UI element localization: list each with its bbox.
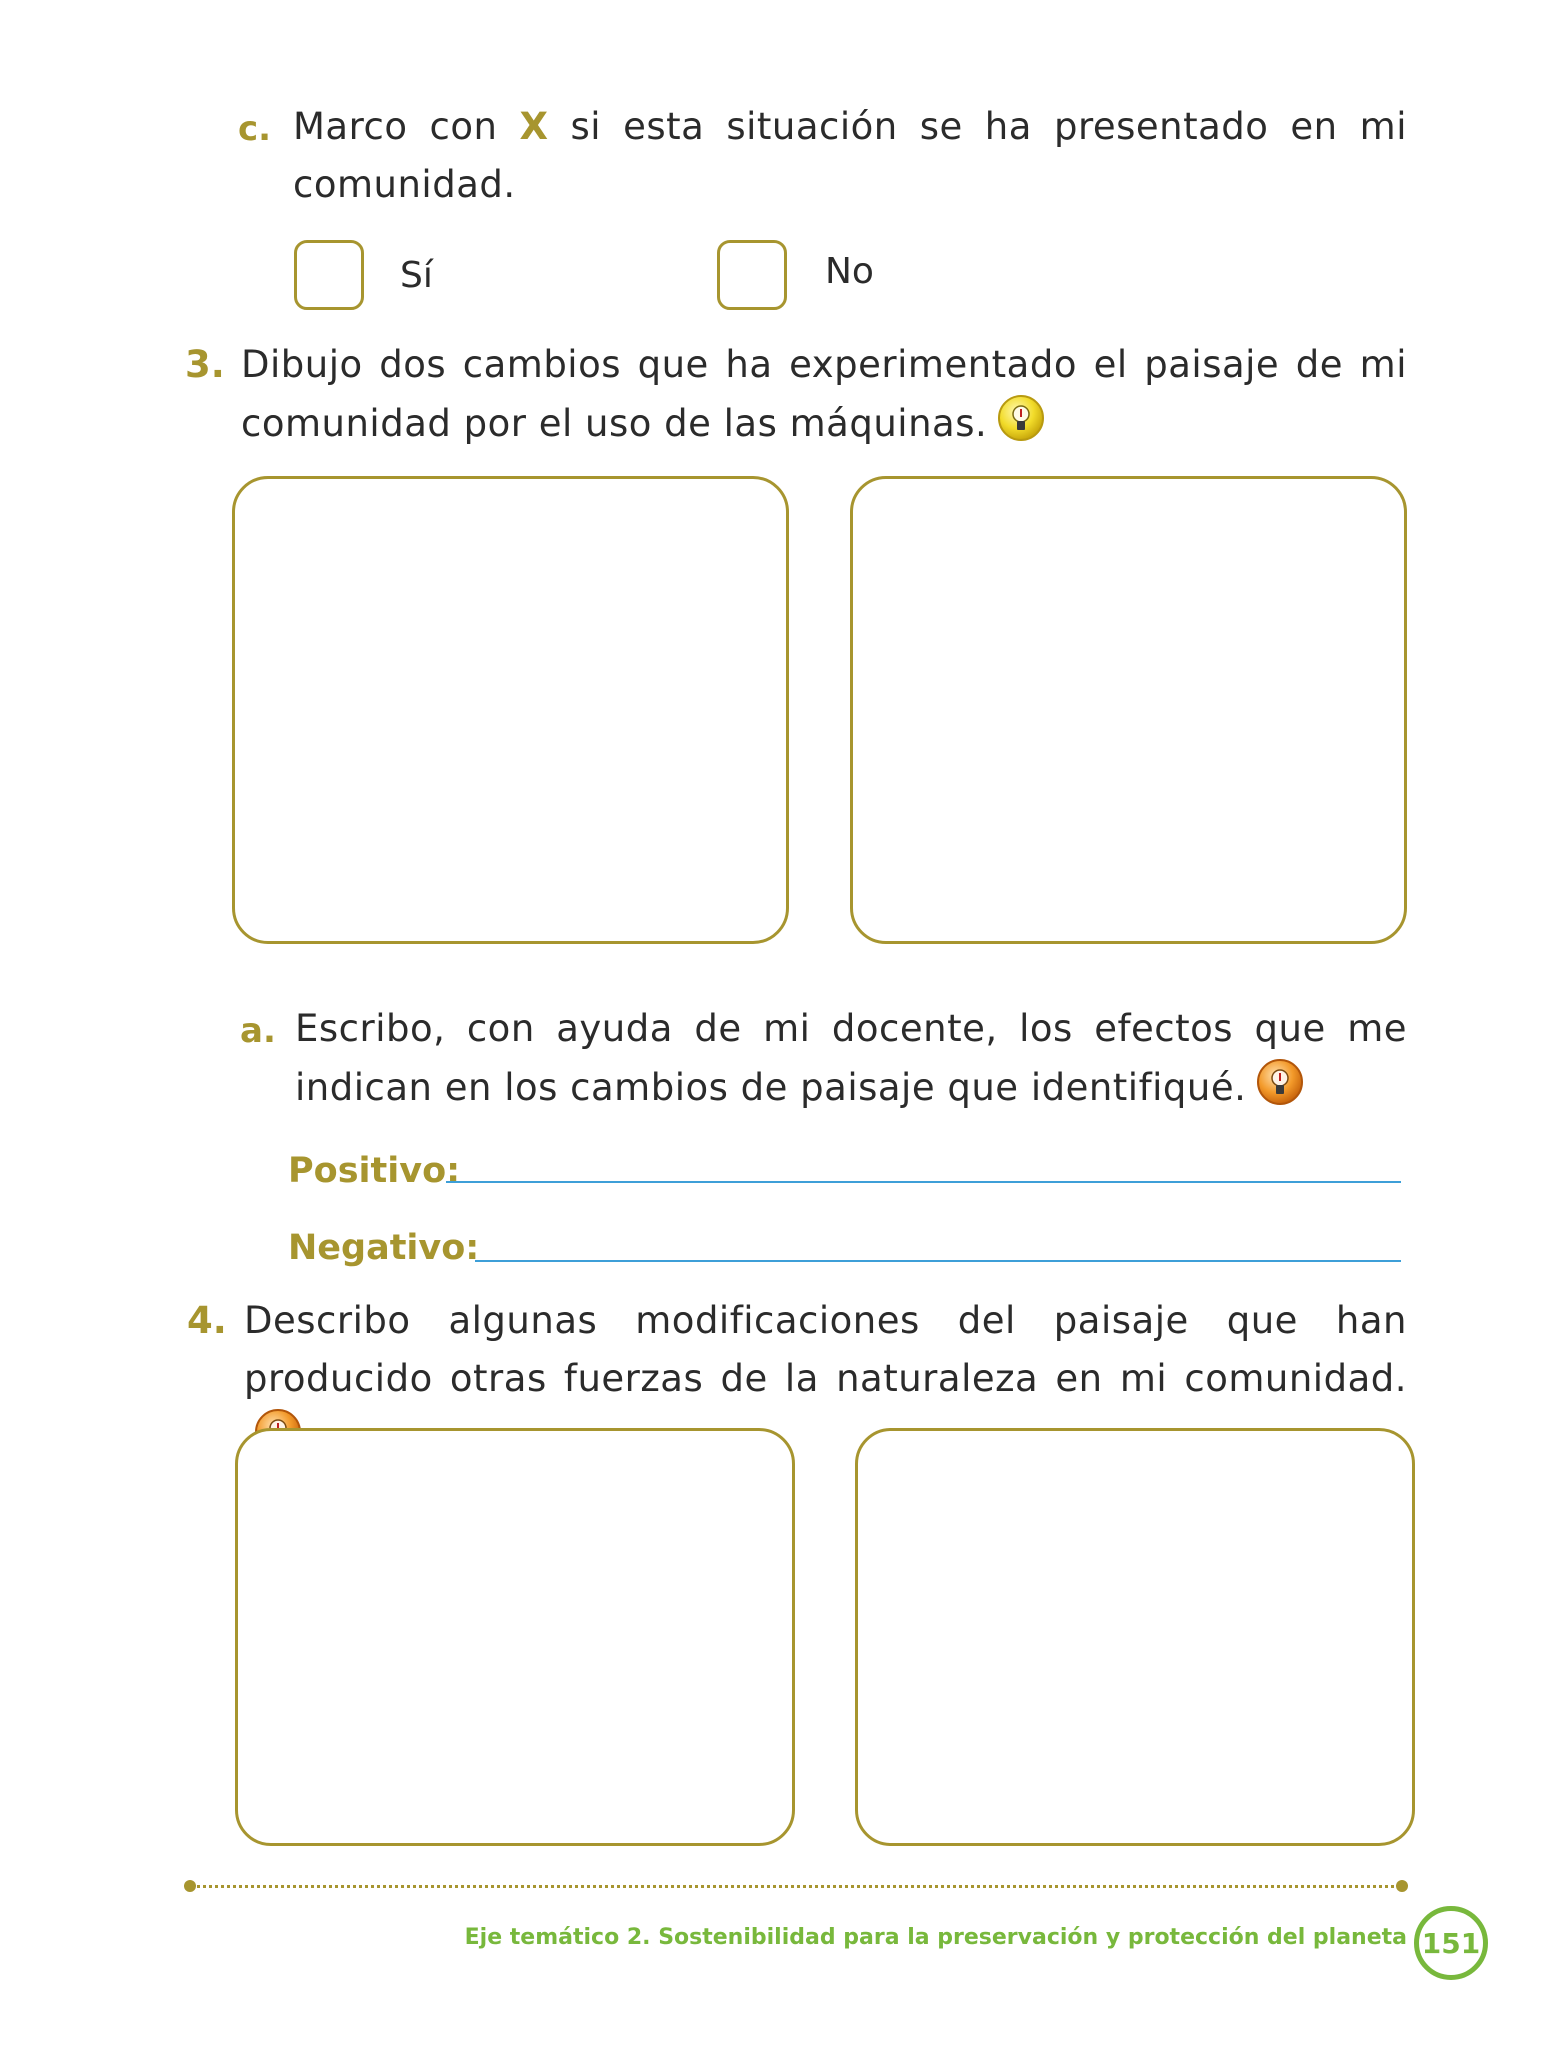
x-mark: X xyxy=(519,105,549,148)
question-c-text-after: si esta situación se ha presentado en mi comunidad. xyxy=(293,105,1407,206)
question-3a-letter: a. xyxy=(240,1011,276,1051)
question-4-body: Describo algunas modificaciones del paisaje que han producido otras fuerzas de la naturaleza en mi comunidad. xyxy=(244,1299,1407,1400)
question-3-body: Dibujo dos cambios que ha experimentado el paisaje de mi comunidad por el uso de las máquinas. xyxy=(241,343,1407,445)
negative-answer-line[interactable] xyxy=(475,1260,1401,1262)
footer-dotted-rule xyxy=(190,1885,1402,1888)
question-3-text xyxy=(241,336,1407,459)
drawing-box-nature-2[interactable] xyxy=(855,1428,1415,1846)
question-3-number: 3. xyxy=(185,343,225,386)
page-number-badge xyxy=(1414,1906,1488,1980)
positive-label: Positivo: xyxy=(288,1151,461,1191)
checkbox-si[interactable] xyxy=(294,240,364,310)
drawing-box-machines-2[interactable] xyxy=(850,476,1407,944)
option-label-si: Sí xyxy=(400,255,433,296)
positive-answer-line[interactable] xyxy=(446,1181,1401,1183)
option-label-no: No xyxy=(825,251,874,292)
question-c-text-before: Marco con xyxy=(293,105,520,148)
footer-rule-dot-right xyxy=(1396,1880,1408,1892)
question-3a-text xyxy=(295,1000,1407,1123)
negative-label: Negativo: xyxy=(288,1228,480,1268)
footer-rule-dot-left xyxy=(184,1880,196,1892)
question-c-letter: c. xyxy=(238,109,272,149)
lightbulb-icon xyxy=(997,394,1045,459)
footer-section-title: Eje temático 2. Sostenibilidad para la preservación y protección del planeta xyxy=(464,1925,1407,1950)
question-3a-body: Escribo, con ayuda de mi docente, los efectos que me indican en los cambios de paisaje que identifiqué. xyxy=(295,1007,1407,1109)
checkbox-no[interactable] xyxy=(717,240,787,310)
drawing-box-machines-1[interactable] xyxy=(232,476,789,944)
question-c-text xyxy=(293,98,1407,214)
drawing-box-nature-1[interactable] xyxy=(235,1428,795,1846)
lightbulb-icon xyxy=(1256,1058,1304,1123)
question-4-number: 4. xyxy=(187,1299,227,1342)
page-number: 151 xyxy=(1421,1926,1481,1960)
